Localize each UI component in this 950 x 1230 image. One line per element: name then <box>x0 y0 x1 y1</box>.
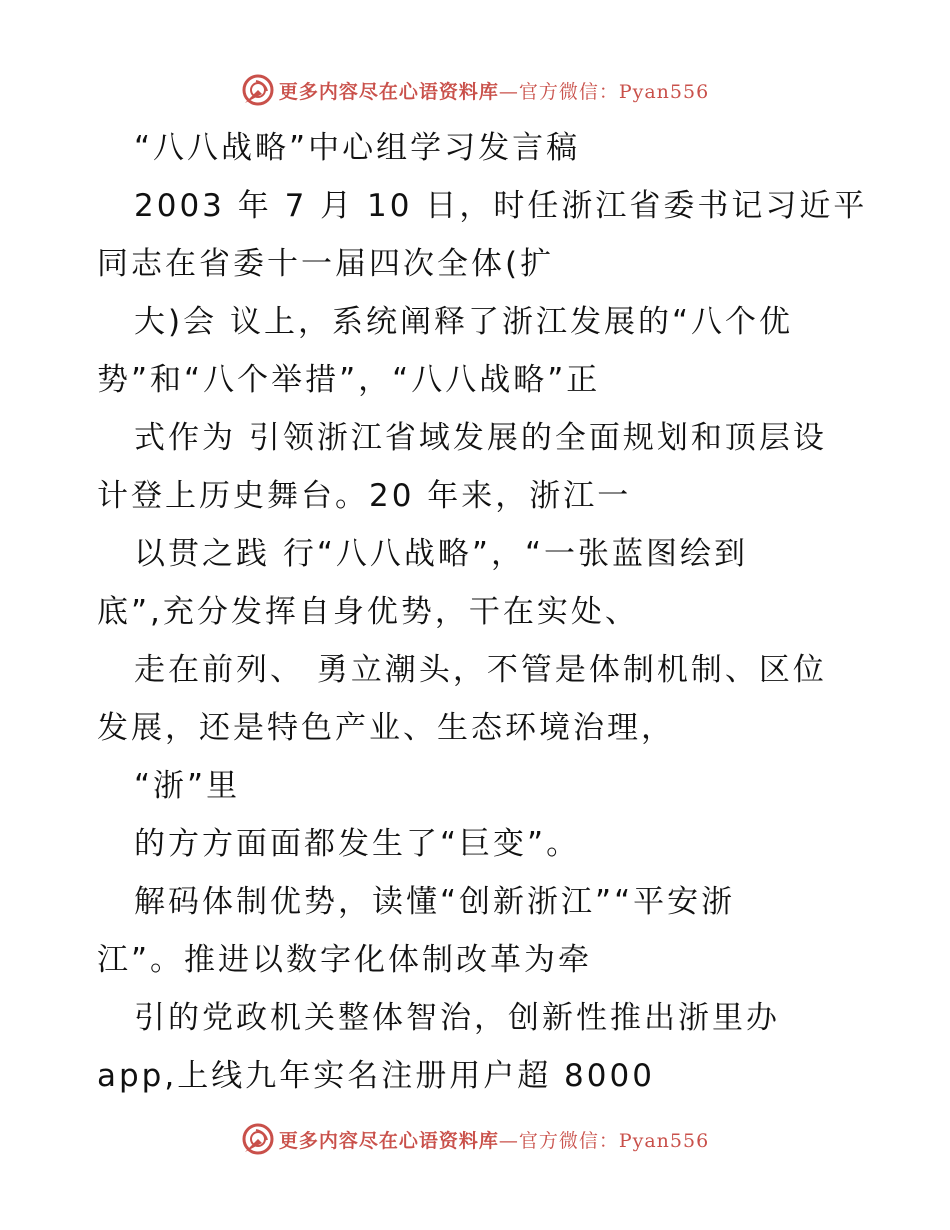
document-title: “八八战略”中心组学习发言稿 <box>134 130 581 166</box>
paragraph-line: 2003 年 7 月 10 日，时任浙江省委书记习近平 <box>134 188 868 224</box>
footer-banner <box>0 1117 950 1161</box>
paragraph-line: 同志在省委十一届四次全体(扩 <box>97 246 555 282</box>
banner-text <box>279 77 709 104</box>
paragraph-line: 大)会 议上，系统阐释了浙江发展的“八个优 <box>134 304 794 340</box>
banner-rest: —官方微信：Pyan556 <box>498 1129 710 1152</box>
logo-icon <box>241 73 275 107</box>
banner-main: 更多内容尽在心语资料库 <box>278 80 499 103</box>
paragraph-line: 江”。推进以数字化体制改革为牵 <box>97 942 593 978</box>
banner-text <box>279 1126 709 1153</box>
paragraph-line: 发展，还是特色产业、生态环境治理， <box>97 710 675 746</box>
paragraph-line: “浙”里 <box>134 768 241 804</box>
logo-icon <box>241 1122 275 1156</box>
paragraph-line: 走在前列、 勇立潮头，不管是体制机制、区位 <box>134 652 827 688</box>
paragraph-line: 引的党政机关整体智治，创新性推出浙里办 <box>134 1000 780 1036</box>
paragraph-line: 计登上历史舞台。20 年来，浙江一 <box>97 478 632 514</box>
banner-rest: —官方微信：Pyan556 <box>498 80 710 103</box>
paragraph-line: 底”,充分发挥自身优势，干在实处、 <box>97 594 639 630</box>
paragraph-line: 解码体制优势，读懂“创新浙江”“平安浙 <box>134 884 736 920</box>
paragraph-line: app,上线九年实名注册用户超 8000 <box>97 1058 655 1094</box>
banner-main: 更多内容尽在心语资料库 <box>278 1129 499 1152</box>
header-banner <box>0 68 950 112</box>
paragraph-line: 式作为 引领浙江省域发展的全面规划和顶层设 <box>134 420 827 456</box>
paragraph-line: 以贯之践 行“八八战略”，“一张蓝图绘到 <box>134 536 749 572</box>
paragraph-line: 的方方面面都发生了“巨变”。 <box>134 826 581 862</box>
paragraph-line: 势”和“八个举措”，“八八战略”正 <box>97 362 601 398</box>
